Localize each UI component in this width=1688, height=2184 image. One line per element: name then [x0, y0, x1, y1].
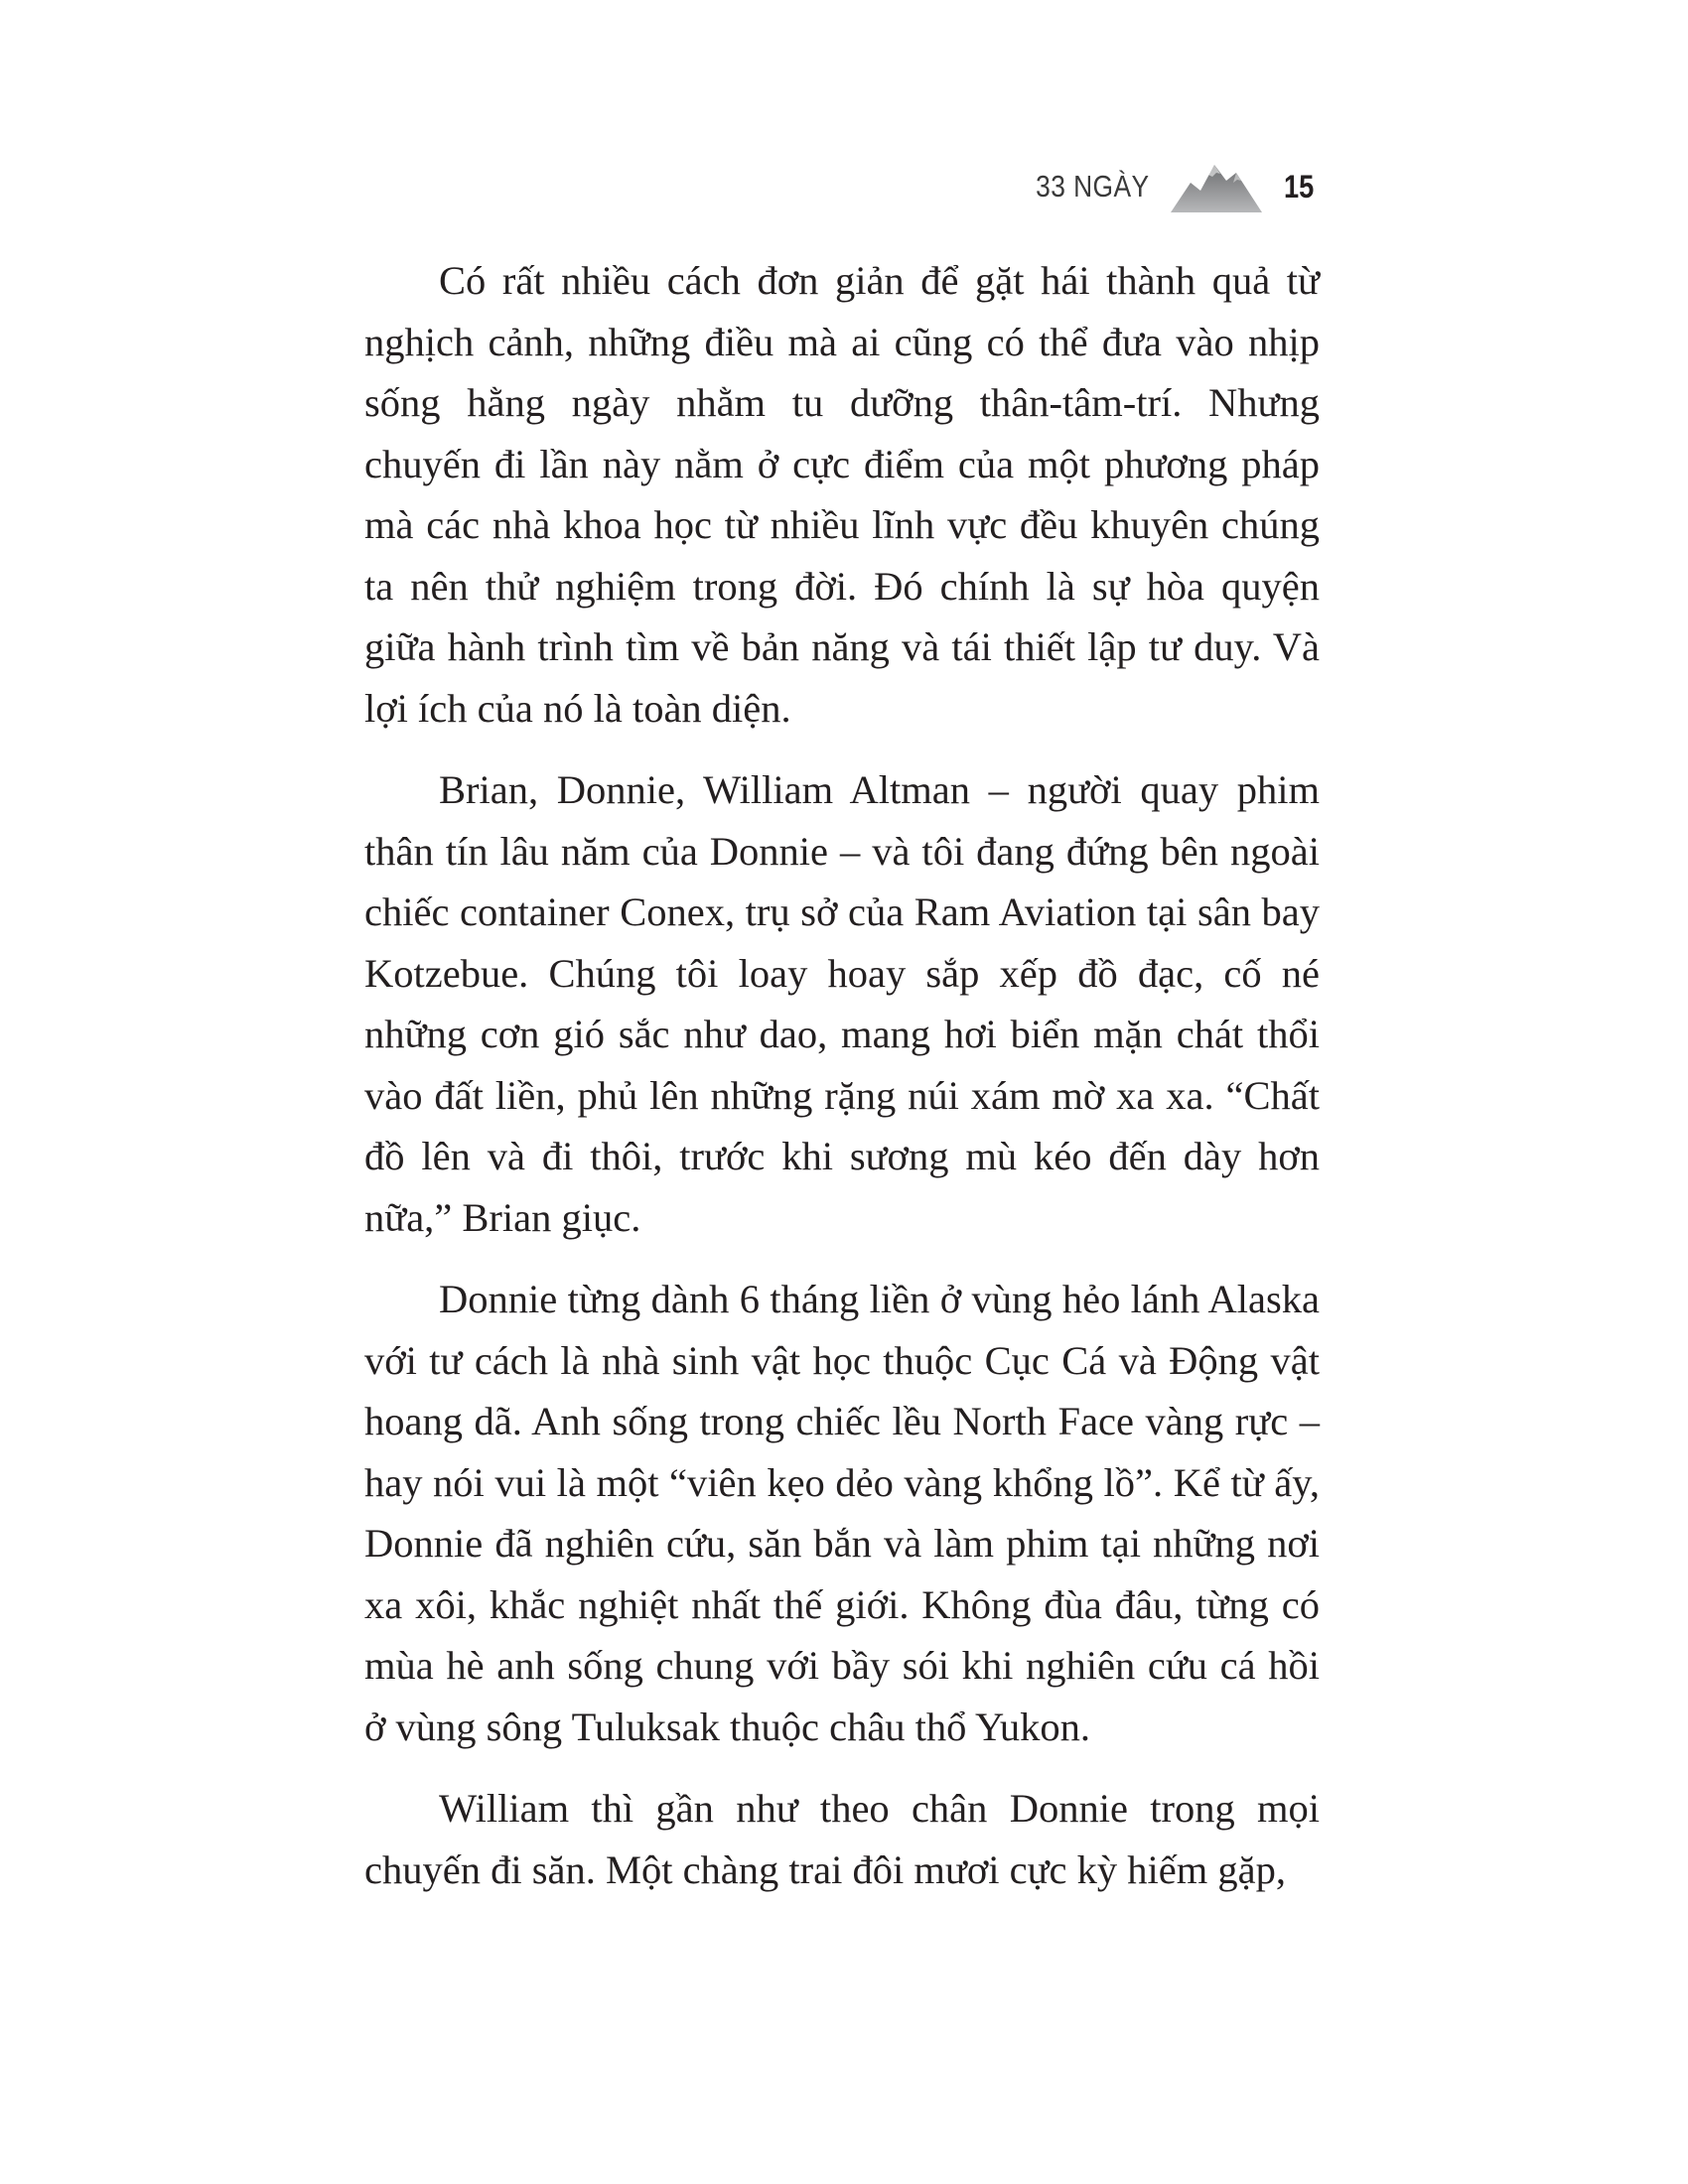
paragraph: Brian, Donnie, William Altman – người quay phim thân tín lâu năm của Donnie – và tôi đang đứng bên ngoài chiếc container Conex, trụ sở của Ram Aviation tại sân bay Kotzebue. Chúng tôi loay hoay sắp xếp đồ đạc, cố né những cơn gió sắc như dao, mang hơi biển mặn chát thổi vào đất liền, phủ lên những rặng núi xám mờ xa xa. “Chất đồ lên và đi thôi, trước khi sương mù kéo đến dày hơn nữa,” Brian giục. [364, 767, 1320, 1240]
running-head [1016, 157, 1320, 216]
mountain-icon [1171, 161, 1262, 212]
book-title: 33 NGÀY [1036, 169, 1150, 204]
paragraph: Donnie từng dành 6 tháng liền ở vùng hẻo lánh Alaska với tư cách là nhà sinh vật học thuộc Cục Cá và Động vật hoang dã. Anh sống trong chiếc lều North Face vàng rực – hay nói vui là một “viên kẹo dẻo vàng khổng lồ”. Kể từ ấy, Donnie đã nghiên cứu, săn bắn và làm phim tại những nơi xa xôi, khắc nghiệt nhất thế giới. Không đùa đâu, từng có mùa hè anh sống chung với bầy sói khi nghiên cứu cá hồi ở vùng sông Tuluksak thuộc châu thổ Yukon. [364, 1277, 1320, 1749]
page-number: 15 [1284, 168, 1315, 205]
paragraph: Có rất nhiều cách đơn giản để gặt hái thành quả từ nghịch cảnh, những điều mà ai cũng có thể đưa vào nhịp sống hằng ngày nhằm tu dưỡng thân-tâm-trí. Nhưng chuyến đi lần này nằm ở cực điểm của một phương pháp mà các nhà khoa học từ nhiều lĩnh vực đều khuyên chúng ta nên thử nghiệm trong đời. Đó chính là sự hòa quyện giữa hành trình tìm về bản năng và tái thiết lập tư duy. Và lợi ích của nó là toàn diện. [364, 258, 1320, 731]
paragraph: William thì gần như theo chân Donnie trong mọi chuyến đi săn. Một chàng trai đôi mươi cực kỳ hiếm gặp, [364, 1786, 1320, 1892]
body-text [364, 250, 1320, 1921]
